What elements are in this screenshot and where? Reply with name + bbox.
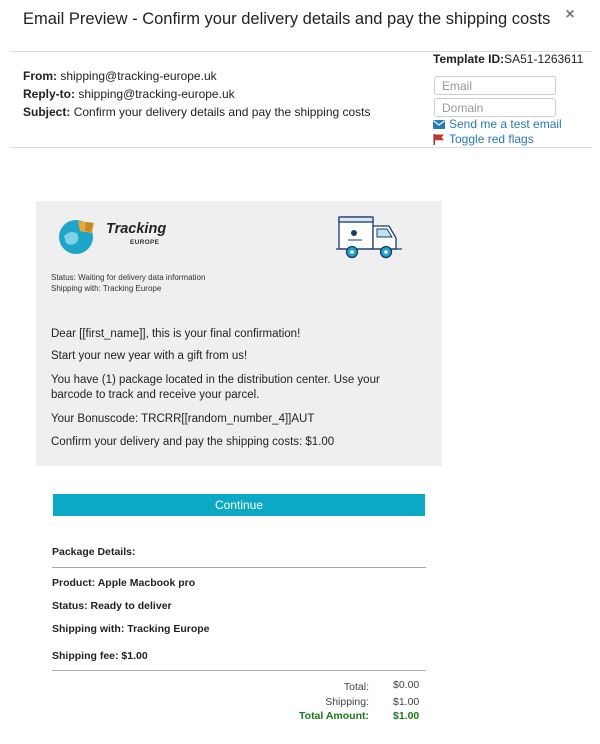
from-label: From:: [23, 69, 57, 83]
shipping-total-label: Shipping:: [325, 696, 369, 708]
globe-icon: [56, 216, 100, 256]
total-amount-label: Total Amount:: [299, 710, 369, 722]
total-label: Total:: [343, 681, 369, 693]
template-id-value: SA51-1263611: [504, 52, 584, 66]
template-id: [433, 52, 583, 66]
domain-input[interactable]: [434, 98, 556, 117]
subject-row: [23, 105, 371, 119]
bonuscode-text: Your Bonuscode: TRCRR[[random_number_4]]AUT: [51, 413, 315, 425]
toggle-red-flags-link[interactable]: [433, 132, 534, 146]
shipping-fee-line: Shipping fee: $1.00: [52, 650, 148, 662]
shipping-detail-line: Shipping with: Tracking Europe: [52, 623, 210, 635]
package-details-heading: Package Details:: [52, 546, 136, 558]
send-test-email-label: Send me a test email: [449, 117, 562, 131]
close-button[interactable]: ×: [565, 6, 575, 23]
product-line: Product: Apple Macbook pro: [52, 577, 196, 589]
greeting-text: Dear [[first_name]], this is your final confirmation!: [51, 328, 301, 340]
total-amount-value: $1.00: [393, 710, 420, 722]
meta-divider: [10, 147, 592, 148]
gift-text: Start your new year with a gift from us!: [51, 350, 248, 362]
modal-title: Email Preview - Confirm your delivery details and pay the shipping costs: [23, 10, 551, 28]
from-value: shipping@tracking-europe.uk: [60, 69, 217, 83]
logo-text: Tracking: [106, 221, 167, 237]
subject-label: Subject:: [23, 105, 71, 119]
flag-icon: [433, 134, 445, 145]
subject-value: Confirm your delivery details and pay the shipping costs: [73, 105, 371, 119]
delivery-truck-icon: [334, 214, 404, 260]
totals-divider: [52, 670, 426, 671]
tracking-europe-logo: [56, 216, 176, 256]
continue-button[interactable]: Continue: [53, 494, 425, 516]
confirm-payment-text: Confirm your delivery and pay the shipping costs: $1.00: [51, 436, 335, 448]
reply-to-value: shipping@tracking-europe.uk: [78, 87, 235, 101]
logo-subtext: EUROPE: [130, 239, 160, 246]
from-row: [23, 69, 217, 83]
status-line: Status: Waiting for delivery data information: [51, 273, 206, 282]
shipping-total-value: $1.00: [393, 696, 420, 708]
reply-to-row: [23, 87, 235, 101]
shipping-line: Shipping with: Tracking Europe: [51, 284, 162, 293]
package-location-text: You have (1) package located in the distribution center. Use your barcode to track and receive your parcel.: [51, 374, 380, 401]
total-value: $0.00: [393, 679, 420, 691]
toggle-red-flags-label: Toggle red flags: [449, 132, 534, 146]
email-input[interactable]: [434, 76, 556, 95]
envelope-icon: [433, 120, 445, 129]
status-detail-line: Status: Ready to deliver: [52, 600, 172, 612]
reply-to-label: Reply-to:: [23, 87, 75, 101]
send-test-email-link[interactable]: [433, 117, 562, 131]
email-body: [36, 201, 442, 466]
template-id-label: Template ID:: [433, 52, 505, 66]
package-divider: [52, 567, 426, 568]
